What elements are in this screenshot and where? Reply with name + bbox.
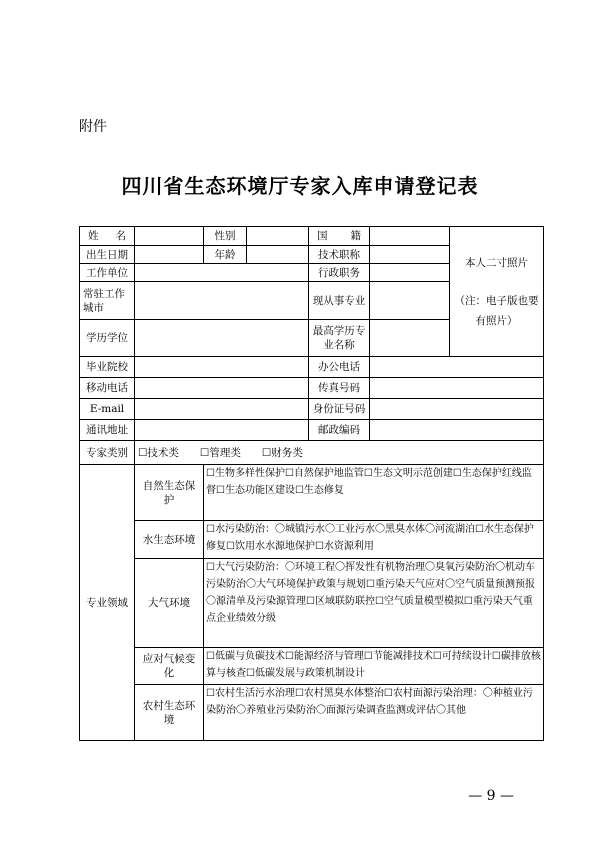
field-label: 专业领域 [80,465,135,741]
page-number: — 9 — [468,788,514,804]
tech-title-label: 技术职称 [309,246,370,264]
field-name: 水生态环境 [135,521,204,559]
category-options[interactable]: ☐技术类 ☐管理类 ☐财务类 [135,441,544,465]
photo-cell[interactable] [450,227,544,357]
field-options[interactable]: ☐农村生活污水治理☐农村黑臭水体整治☐农村面源污染治理：〇种植业污染防治〇养殖业污染防治〇面源污染调查监测或评估〇其他 [204,685,544,741]
photo-note: （注：电子版也要有照片） [454,294,539,327]
field-options[interactable]: ☐大气污染防治：〇环境工程〇挥发性有机物治理〇臭氧污染防治〇机动车污染防治〇大气环境保护政策与规划☐重污染天气应对〇空气质量预测预报〇源清单及污染源管理☐区域联防联控☐空气质量模型模拟☐重污染天气重点企业绩效分级 [204,559,544,648]
mobile-value[interactable] [135,378,309,399]
registration-form-table [79,226,544,741]
city-label: 常驻工作城市 [80,282,135,320]
attachment-label: 附件 [79,119,107,135]
school-label: 毕业院校 [80,357,135,378]
mobile-label: 移动电话 [80,378,135,399]
category-label: 专家类别 [80,441,135,465]
admin-position-label: 行政职务 [309,264,370,282]
postcode-label: 邮政编码 [309,420,370,441]
school-value[interactable] [135,357,309,378]
highest-edu-major-value[interactable] [370,320,450,357]
email-label: E-mail [80,399,135,420]
id-number-label: 身份证号码 [309,399,370,420]
current-major-label: 现从事专业 [309,282,370,320]
birth-date-value[interactable] [135,246,204,264]
field-options[interactable]: ☐水污染防治：〇城镇污水〇工业污水〇黑臭水体〇河流湖泊☐水生态保护修复☐饮用水水源地保护☐水资源利用 [204,521,544,559]
field-name: 应对气候变化 [135,648,204,685]
field-name: 大气环境 [135,559,204,648]
office-phone-label: 办公电话 [309,357,370,378]
nationality-value[interactable] [370,227,450,246]
city-value[interactable] [135,282,309,320]
workplace-label: 工作单位 [80,264,135,282]
id-number-value[interactable] [370,399,544,420]
address-label: 通讯地址 [80,420,135,441]
postcode-value[interactable] [370,420,544,441]
field-name: 农村生态环境 [135,685,204,741]
fax-label: 传真号码 [309,378,370,399]
highest-edu-major-label: 最高学历专业名称 [309,320,370,357]
admin-position-value[interactable] [370,264,450,282]
fax-value[interactable] [370,378,544,399]
form-title: 四川省生态环境厅专家入库申请登记表 [121,174,479,198]
workplace-value[interactable] [135,264,309,282]
field-name: 自然生态保护 [135,465,204,521]
birth-date-label: 出生日期 [80,246,135,264]
age-value[interactable] [247,246,309,264]
tech-title-value[interactable] [370,246,450,264]
name-label: 姓 名 [80,227,135,246]
gender-label: 性别 [204,227,247,246]
name-value[interactable] [135,227,204,246]
education-value[interactable] [135,320,309,357]
age-label: 年龄 [204,246,247,264]
nationality-label: 国 籍 [309,227,370,246]
field-options[interactable]: ☐生物多样性保护☐自然保护地监管☐生态文明示范创建☐生态保护红线监督☐生态功能区建设☐生态修复 [204,465,544,521]
address-value[interactable] [135,420,309,441]
photo-text: 本人二寸照片 [465,256,528,269]
email-value[interactable] [135,399,309,420]
field-options[interactable]: ☐低碳与负碳技术☐能源经济与管理☐节能减排技术☐可持续设计☐碳排放核算与核查☐低碳发展与政策机制设计 [204,648,544,685]
gender-value[interactable] [247,227,309,246]
current-major-value[interactable] [370,282,450,320]
education-label: 学历学位 [80,320,135,357]
office-phone-value[interactable] [370,357,544,378]
